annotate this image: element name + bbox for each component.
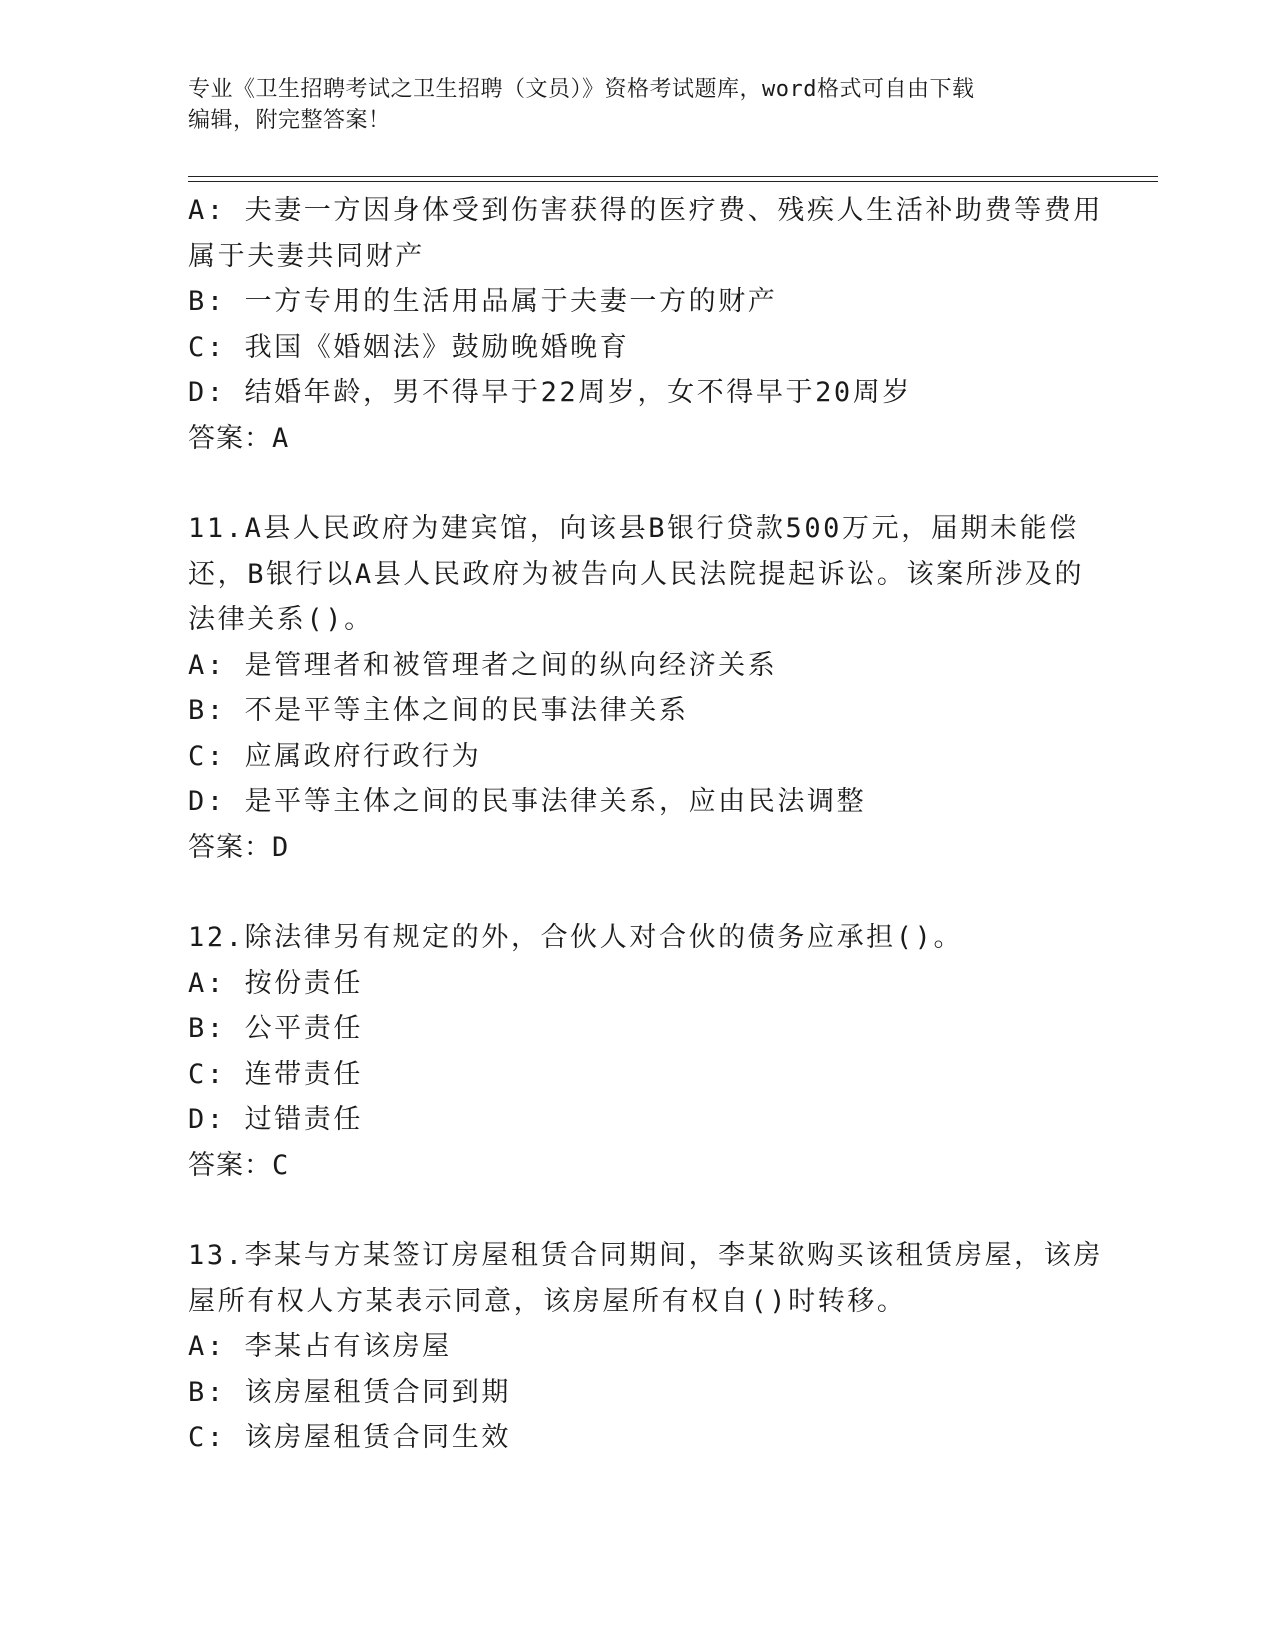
option-line: A: 是管理者和被管理者之间的纵向经济关系: [188, 649, 778, 681]
option-line: B: 不是平等主体之间的民事法律关系: [188, 695, 689, 726]
option-line: D: 是平等主体之间的民事法律关系，应由民法调整: [188, 786, 867, 817]
question-stem-line: 法律关系()。: [188, 604, 374, 635]
option-line: C: 该房屋租赁合同生效: [188, 1422, 511, 1453]
option-line: B: 一方专用的生活用品属于夫妻一方的财产: [188, 286, 778, 317]
question-stem-line: 11.A县人民政府为建宾馆，向该县B银行贷款500万元，届期未能偿: [188, 513, 1079, 544]
option-line: C: 我国《婚姻法》鼓励晚婚晚育: [188, 331, 630, 363]
document-header: [188, 74, 1088, 136]
answer-line: 答案：A: [188, 422, 290, 454]
option-line: A: 夫妻一方因身体受到伤害获得的医疗费、残疾人生活补助费等费用: [188, 195, 1103, 226]
option-line: A: 按份责任: [188, 967, 363, 999]
answer-line: 答案：C: [188, 1149, 290, 1181]
question-10: [188, 188, 1103, 461]
header-line-1: 专业《卫生招聘考试之卫生招聘（文员）》资格考试题库，word格式可自由下载: [188, 77, 975, 102]
option-line: 属于夫妻共同财产: [188, 240, 425, 272]
question-stem-line: 13.李某与方某签订房屋租赁合同期间，李某欲购买该租赁房屋，该房: [188, 1240, 1103, 1271]
question-stem-line: 12.除法律另有规定的外，合伙人对合伙的债务应承担()。: [188, 922, 964, 953]
question-13: [188, 1233, 1103, 1461]
header-divider-bottom: [188, 181, 1158, 182]
option-line: B: 公平责任: [188, 1013, 363, 1044]
header-divider-top: [188, 176, 1158, 177]
option-line: A: 李某占有该房屋: [188, 1331, 452, 1362]
question-stem-line: 还，B银行以A县人民政府为被告向人民法院提起诉讼。该案所涉及的: [188, 558, 1085, 590]
option-line: D: 过错责任: [188, 1104, 363, 1135]
question-11: [188, 506, 1088, 870]
header-line-2: 编辑，附完整答案！: [188, 108, 391, 133]
question-stem-line: 屋所有权人方某表示同意，该房屋所有权自()时转移。: [188, 1285, 907, 1317]
question-list: [188, 188, 1103, 1461]
option-line: C: 应属政府行政行为: [188, 740, 482, 772]
question-12: [188, 915, 1088, 1188]
option-line: D: 结婚年龄，男不得早于22周岁，女不得早于20周岁: [188, 377, 912, 408]
option-line: B: 该房屋租赁合同到期: [188, 1376, 511, 1408]
option-line: C: 连带责任: [188, 1058, 363, 1090]
answer-line: 答案：D: [188, 831, 290, 863]
